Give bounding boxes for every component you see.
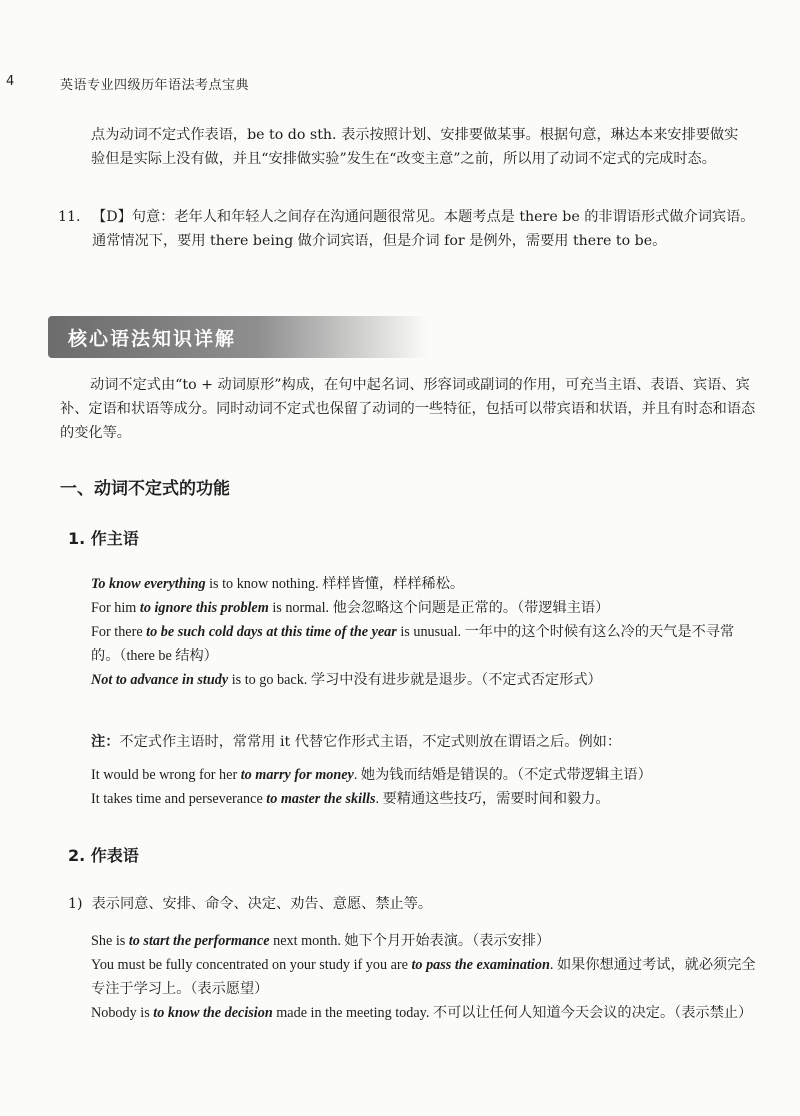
answer-explanation-continued: 点为动词不定式作表语，be to do sth. 表示按照计划、安排要做某事。根据句意，琳达本来安排要做实验但是实际上没有做，并且“安排做实验”发生在“改变主意”之前，所以用了动词不定式的完成时态。	[91, 127, 739, 167]
answer-item-11	[58, 205, 758, 253]
subsection-heading-subject: 1. 作主语	[68, 529, 139, 548]
examples-subject	[91, 572, 761, 692]
example-sentence: For there to be such cold days at this time of the year is unusual. 一年中的这个时候有这么冷的天气是不寻常的。（there be 结构）	[91, 624, 735, 664]
subsection-heading-predicative: 2. 作表语	[68, 846, 139, 865]
note	[91, 730, 761, 754]
section-heading: 一、动词不定式的功能	[60, 479, 230, 499]
item-number: 11.	[58, 209, 81, 225]
examples-predicative	[91, 929, 761, 1025]
example-sentence: It takes time and perseverance to master the skills. 要精通这些技巧，需要时间和毅力。	[91, 791, 610, 807]
note-label: 注：	[91, 734, 120, 750]
example-sentence: It would be wrong for her to marry for money. 她为钱而结婚是错误的。（不定式带逻辑主语）	[91, 767, 652, 783]
example-sentence: For him to ignore this problem is normal. 他会忽略这个问题是正常的。（带逻辑主语）	[91, 600, 610, 616]
examples-it-subject	[91, 763, 761, 811]
section-banner	[48, 316, 428, 358]
example-sentence: Not to advance in study is to go back. 学习中没有进步就是退步。（不定式否定形式）	[91, 672, 602, 688]
intro-paragraph: 动词不定式由“to + 动词原形”构成，在句中起名词、形容词或副词的作用，可充当主语、表语、宾语、宾补、定语和状语等成分。同时动词不定式也保留了动词的一些特征，包括可以带宾语和状语，并且有时态和语态的变化等。	[60, 377, 756, 441]
example-sentence: She is to start the performance next month. 她下个月开始表演。（表示安排）	[91, 933, 551, 949]
example-sentence: You must be fully concentrated on your study if you are to pass the examination. 如果你想通过考试，就必须完全专注于学习上。（表示愿望）	[91, 957, 756, 997]
running-title: 英语专业四级历年语法考点宝典	[60, 78, 250, 93]
note-text: 不定式作主语时，常常用 it 代替它作形式主语，不定式则放在谓语之后。例如：	[119, 734, 622, 750]
example-sentence: Nobody is to know the decision made in the meeting today. 不可以让任何人知道今天会议的决定。（表示禁止）	[91, 1005, 753, 1021]
item-text: 【D】句意：老年人和年轻人之间存在沟通问题很常见。本题考点是 there be 的非谓语形式做介词宾语。通常情况下，要用 there being 做介词宾语，但是介词 for 是例外，需要用 there to be。	[92, 209, 755, 249]
point-1	[68, 892, 758, 916]
page-number: 4	[6, 74, 15, 89]
banner-title: 核心语法知识详解	[68, 328, 237, 350]
point-label: 1)	[68, 896, 83, 912]
example-sentence: To know everything is to know nothing. 样样皆懂，样样稀松。	[91, 576, 465, 592]
point-text: 表示同意、安排、命令、决定、劝告、意愿、禁止等。	[91, 896, 433, 912]
